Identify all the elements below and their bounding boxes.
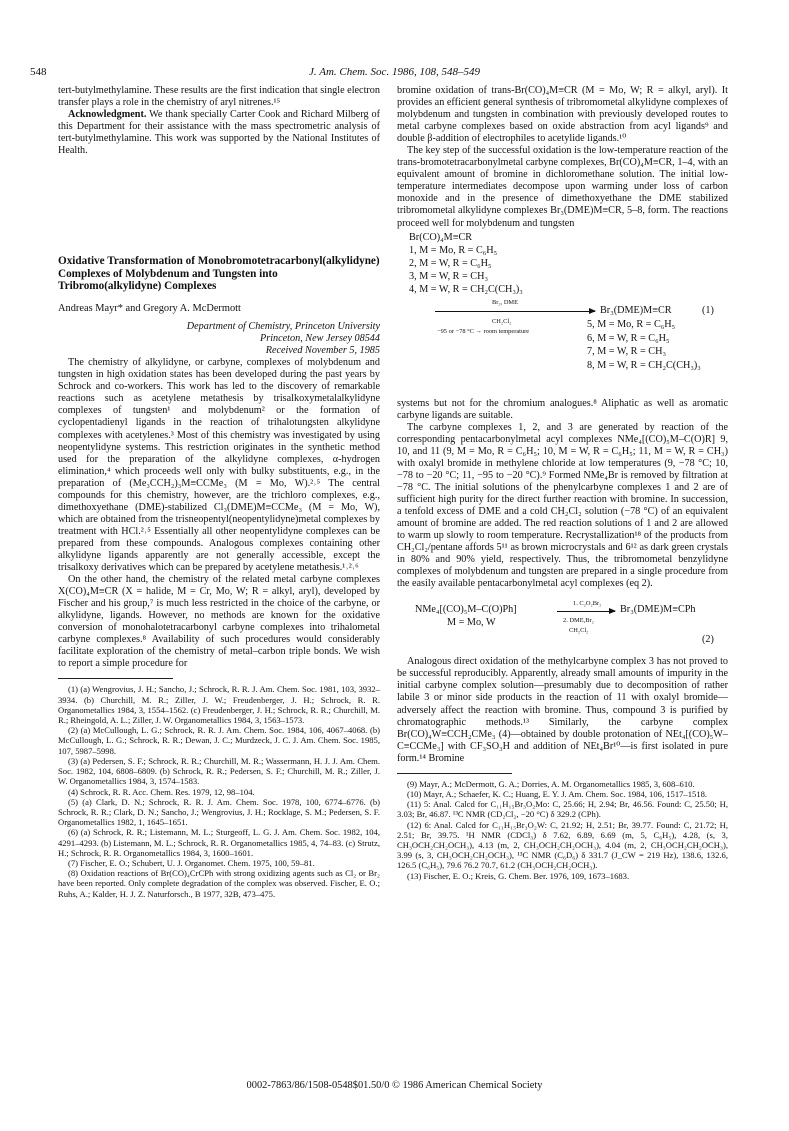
footnote: (2) (a) McCullough, L. G.; Schrock, R. R. J. Am. Chem. Soc. 1984, 106, 4067–4068. (b) McCullough, L. G.; Schrock, R. R.; Dewan, J. C.; Murdzeck, J. C. J. Am. Chem. Soc. 1985, 107, 5987–5998. bbox=[58, 725, 380, 756]
journal-citation: J. Am. Chem. Soc. 1986, 108, 548–549 bbox=[309, 66, 480, 78]
scheme-product: Br₃(DME)M≡CR bbox=[600, 304, 672, 316]
body-paragraph: The carbyne complexes 1, 2, and 3 are generated by reaction of the corresponding pentacarbonylmetal acyl complexes NMe₄[(CO)₅M–C(O)R] 9, 10, and 11 (9, M = Mo, R = C₆H₅; 10, M = W, R = C₆H₅; 11, M = W, R = CH₃) with oxalyl bromide in methylene chloride at low temperatures (9, −78 °C; 10, −78 to −20 °C; 11, −95 to −20 °C).⁹ Formed NMe₄Br is removed by filtration at −78 °C. The initial solutions of the phenylcarbyne complexes 1 and 2 are of sufficient high purity for the direct further reaction with bromine. In succession, a tenfold excess of DME and a cold CH₂Cl₂ solution (−78 °C) of an equivalent amount of bromine are added. The red reaction solutions of 1 and 2 are allowed to warm up slowly to room temperature. Recrystallization¹⁸ of the products from CH₂Cl₂/pentane affords 5¹¹ as brown microcrystals and 6¹² as dark green crystals in 80% and 90% yield, respectively. Thus, the tribromometal benzylidyne complexes of molybdenum and tungsten are prepared in a single procedure from the easily available pentacarbonylmetal acyl complexes (eq 2). bbox=[397, 421, 728, 590]
footnote: (12) 6: Anal. Calcd for C₁₁H₁₅Br₃O₂W: C, 21.92; H, 2.51; Br, 39.77. Found: C, 21.72; H, 2.51; Br, 39.75. ¹H NMR (CDCl₃) δ 7.62, 6.89, 6.69 (m, 5, C₆H₅), 4.28, (s, 3, CH₃OCH₂CH₂OCH₃), 4.13 (m, 2, CH₃OCH₂CH₂OCH₃), 4.04 (m, 2, CH₃OCH₂CH₂OCH₃), 3.99 (s, 3, CH₃OCH₂CH₂OCH₃), ¹³C NMR (C₆D₆) δ 331.7 (J_CW = 219 Hz), 138.6, 132.6, 126.5 (C₆H₅), 79.6 76.2 70.7, 61.2 (CH₃OCH₂CH₂OCH₃). bbox=[397, 819, 728, 871]
page-number: 548 bbox=[30, 66, 47, 78]
affiliation-dept: Department of Chemistry, Princeton University bbox=[186, 321, 380, 333]
eq2-condition: M = Mo, W bbox=[447, 617, 496, 629]
body-paragraph: The key step of the successful oxidation is the low-temperature reaction of the trans-bromotetracarbonylmetal carbyne complexes, Br(CO)₄M≡CR, 1–4, with an equivalent amount of bromine in dichloromethane solution. The initial low-temperature intermediates decompose upon warming under loss of carbon monoxide and in the presence of dimethoxyethane the DME stabilized tribromometal alkylidyne complexes Br₃(DME)M≡CR, 5–8, form. The reactions proceed well for molybdenum and tungsten bbox=[397, 145, 728, 229]
right-column bbox=[397, 85, 728, 881]
footnote: (11) 5: Anal. Calcd for C₁₁H₁₅Br₃O₂Mo: C, 25.66; H, 2.94; Br, 46.56. Found: C, 25.50; H, 3.03; Br, 46.87. ¹³C NMR (CD₂Cl₂, −20 °C) δ 329.2 (CPh). bbox=[397, 799, 728, 820]
reaction-scheme-1 bbox=[397, 230, 728, 398]
body-paragraph: The chemistry of alkylidyne, or carbyne, complexes of molybdenum and tungsten in high oxidation states has been developed during the past years by Schrock and co-workers. This work has led to the discovery of remarkable reactions such as acetylene metathesis by trisalkoxymetalalkylidyne complexes of tungsten¹ and molybdenum² or the formation of cyclopentadienyl ligands in the reaction of trihalotungsten alkylidyne complexes with acetylenes.³ Most of this chemistry was investigated by using neopentylidyne systems. This restriction originates in the synthetic method used for the preparation of the alkylidyne complexes, α-hydrogen elimination,⁴ which proceeds well only with bulky substituents, e.g., in the preparation of (Me₃CCH₂)₃M≡CCMe₃ (M = Mo, W).²˒⁵ The central compounds for this chemistry, however, are the trichloro complexes, e.g., dimethoxyethane (DME)-stabilized Cl₃(DME)M≡CCMe₃ (M = Mo, W), which are obtained from the trisneopentyl(neopentylidyne)metal complexes by treatment with HCl.²˒⁵ Essentially all other neopentylidyne complexes can be prepared from these compounds. Analogous complexes containing other alkylidyne ligands apparently are not generally accessible, except the trisalkoxy derivatives which can be prepared by acetylene metathesis.¹˒²˒⁶ bbox=[58, 357, 380, 574]
left-column bbox=[58, 85, 380, 899]
continuation-text: tert-butylmethylamine. These results are the first indication that single electron transfer plays a role in the chemistry of aryl nitrenes.¹⁵ bbox=[58, 85, 380, 109]
body-paragraph: Analogous direct oxidation of the methylcarbyne complex 3 has not proved to be successful reproducibly. Apparently, already small amounts of impurity in the initial carbyne complex solution—presumably due to decomposition of rather labile 3 or minor side products in the reaction of 11 with oxalyl bromide—adversely affect the reaction with bromine. Thus, compound 3 is purified by chromatographic methods.¹³ Similarly, the carbyne complex Br(CO)₄W≡CCH₂CMe₃ (4)—obtained by double protonation of NEt₄[(CO)₅W–C≡CCMe₃] with CF₃SO₃H and addition of NEt₄Br¹⁰—is first isolated in pure form.¹⁴ Bromine bbox=[397, 656, 728, 764]
reaction-arrow bbox=[435, 311, 595, 312]
affiliation-city: Princeton, New Jersey 08544 bbox=[260, 333, 380, 345]
footnote: (10) Mayr, A.; Schaefer, K. C.; Huang, E. Y. J. Am. Chem. Soc. 1984, 106, 1517–1518. bbox=[407, 788, 708, 799]
footnote: (13) Fischer, E. O.; Kreis, G. Chem. Ber. 1976, 109, 1673–1683. bbox=[407, 870, 630, 881]
footnote-rule bbox=[58, 678, 173, 679]
footnote: (8) Oxidation reactions of Br(CO)₄CrCPh with strong oxidizing agents such as Cl₂ or Br₂ have been reported. Only complete degradation of the complex was observed. Fischer, E. O.; Ruhs, A.; Kalder, H. J. Z. Naturforsch., B 1977, 32B, 473–475. bbox=[58, 868, 380, 899]
footnotes-right bbox=[397, 779, 728, 881]
scheme-product-6: 6, M = W, R = C₆H₅ bbox=[587, 332, 670, 344]
running-header bbox=[30, 66, 759, 82]
article-title: Oxidative Transformation of Monobromotetracarbonyl(alkylidyne) Complexes of Molybdenum and Tungsten into Tribromo(alkylidyne) Complexes bbox=[58, 255, 380, 293]
footnote: (9) Mayr, A.; McDermott, G. A.; Dorries, A. M. Organometallics 1985, 3, 608–610. bbox=[407, 778, 695, 789]
arrow-temperature: −95 or −78 °C → room temperature bbox=[437, 327, 530, 335]
footnote: (5) (a) Clark, D. N.; Schrock, R. R. J. Am. Chem. Soc. 1978, 100, 6774–6776. (b) Schrock, R. R.; Clark, D. N.; Sancho, J.; Wengrovius, J. H.; Rocklage, S. M.; Pedersen, S. F. Organometallics 1982, 1, 1645–1651. bbox=[58, 796, 380, 828]
scheme-reactant: Br(CO)₄M≡CR bbox=[409, 231, 473, 243]
received-date: Received November 5, 1985 bbox=[265, 345, 380, 357]
eq2-step-2: 2. DME,Br₂ bbox=[563, 617, 594, 625]
scheme-reactant-3: 3, M = W, R = CH₃ bbox=[409, 270, 489, 282]
eq2-arrow bbox=[557, 611, 615, 612]
scheme-product-8: 8, M = W, R = CH₂C(CH₃)₃ bbox=[587, 359, 701, 371]
body-paragraph: bromine oxidation of trans-Br(CO)₄M≡CR (M = Mo, W; R = alkyl, aryl). It provides an efficient general synthesis of tribromometal alkylidyne complexes of molybdenum and tungsten in combination with previously developed routes to metal carbyne complexes based on oxide abstraction from acyl ligands⁹ and double β-addition of electrophiles to acetylide ligands.¹⁰ bbox=[397, 85, 728, 145]
scheme-product-5: 5, M = Mo, R = C₆H₅ bbox=[587, 318, 676, 330]
ack-heading: Acknowledgment. bbox=[68, 109, 147, 121]
acknowledgment bbox=[58, 109, 380, 157]
footnote: (4) Schrock, R. R. Acc. Chem. Res. 1979, 12, 98–104. bbox=[68, 786, 255, 797]
eq2-reactant: NMe₄[(CO)₅M–C(O)Ph] bbox=[415, 604, 517, 616]
footnotes-left bbox=[58, 684, 380, 898]
footnote-rule bbox=[397, 773, 512, 774]
scheme-reactant-1: 1, M = Mo, R = C₆H₅ bbox=[409, 244, 498, 256]
scheme-product-7: 7, M = W, R = CH₃ bbox=[587, 345, 667, 357]
body-paragraph: On the other hand, the chemistry of the related metal carbyne complexes X(CO)₄M≡CR (X = halide, M = Cr, Mo, W; R = alkyl, aryl), developed by Fischer and his group,⁷ is much less restricted in the choice of the carbyne, or alkylidyne, ligands. However, no methods are known for the oxidative conversion of monohalotetracarbonyl carbyne complexes into trihalometal carbyne complexes.⁸ Availability of such procedures would considerably facilitate exploration of the chemistry of metal–carbon triple bonds. We wish to report a simple procedure for bbox=[58, 574, 380, 670]
arrow-reagents: Br₂, DME bbox=[492, 298, 519, 306]
arrow-solvent: CH₂Cl₂ bbox=[492, 317, 512, 325]
body-paragraph: systems but not for the chromium analogues.⁸ Aliphatic as well as aromatic carbyne ligands are suitable. bbox=[397, 397, 728, 421]
copyright-footer: 0002-7863/86/1508-0548$01.50/0 © 1986 American Chemical Society bbox=[246, 1080, 543, 1091]
footnote: (3) (a) Pedersen, S. F.; Schrock, R. R.; Churchill, M. R.; Wassermann, H. J. J. Am. Chem. Soc. 1982, 104, 6808–6809. (b) Schrock, R. R.; Pedersen, S. F.; Churchill, M. R.; Ziller, J. W. Organometallics 1984, 3, 1574–1583. bbox=[58, 755, 380, 787]
footnote: (6) (a) Schrock, R. R.; Listemann, M. L.; Sturgeoff, L. G. J. Am. Chem. Soc. 1982, 104, 4291–4293. (b) Listemann, M. L.; Schrock, R. R. Organometallics 1985, 4, 74–83. (c) Strutz, H.; Schrock, R. R. Organometallics 1984, 3, 1600–1601. bbox=[58, 827, 380, 858]
footnote: (1) (a) Wengrovius, J. H.; Sancho, J.; Schrock, R. R. J. Am. Chem. Soc. 1981, 103, 3932–3934. (b) Churchill, M. R.; Ziller, J. W.; Freudenberger, J. H.; Schrock, R. R. Organometallics 1984, 3, 1554–1562. (c) Freudenberger, J. H.; Schrock, R. R.; Churchill, M. R.; Rheingold, A. L.; Ziller, J. W. Organometallics 1984, 3, 1563–1573. bbox=[58, 684, 380, 726]
ack-text: We thank specially Carter Cook and Richard Milberg of this Department for their assistance with the mass spectrometric analysis of tert-butylmethylamine. This work was supported by the National Institutes of Health. bbox=[58, 109, 380, 157]
equation-number: (1) bbox=[702, 304, 714, 316]
eq2-solvent: CH₂Cl₂ bbox=[569, 627, 589, 635]
scheme-reactant-4: 4, M = W, R = CH₂C(CH₃)₃ bbox=[409, 283, 523, 295]
reaction-equation-2 bbox=[397, 596, 728, 656]
footnote: (7) Fischer, E. O.; Schubert, U. J. Organomet. Chem. 1975, 100, 59–81. bbox=[68, 857, 315, 868]
affiliation bbox=[58, 321, 380, 357]
scheme-reactant-2: 2, M = W, R = C₆H₅ bbox=[409, 257, 492, 269]
authors: Andreas Mayr* and Gregory A. McDermott bbox=[58, 303, 241, 315]
eq2-product: Br₃(DME)M≡CPh bbox=[620, 604, 696, 616]
eq2-step-1: 1. C₂O₂Br₂ bbox=[573, 600, 602, 608]
equation-number: (2) bbox=[702, 634, 714, 646]
